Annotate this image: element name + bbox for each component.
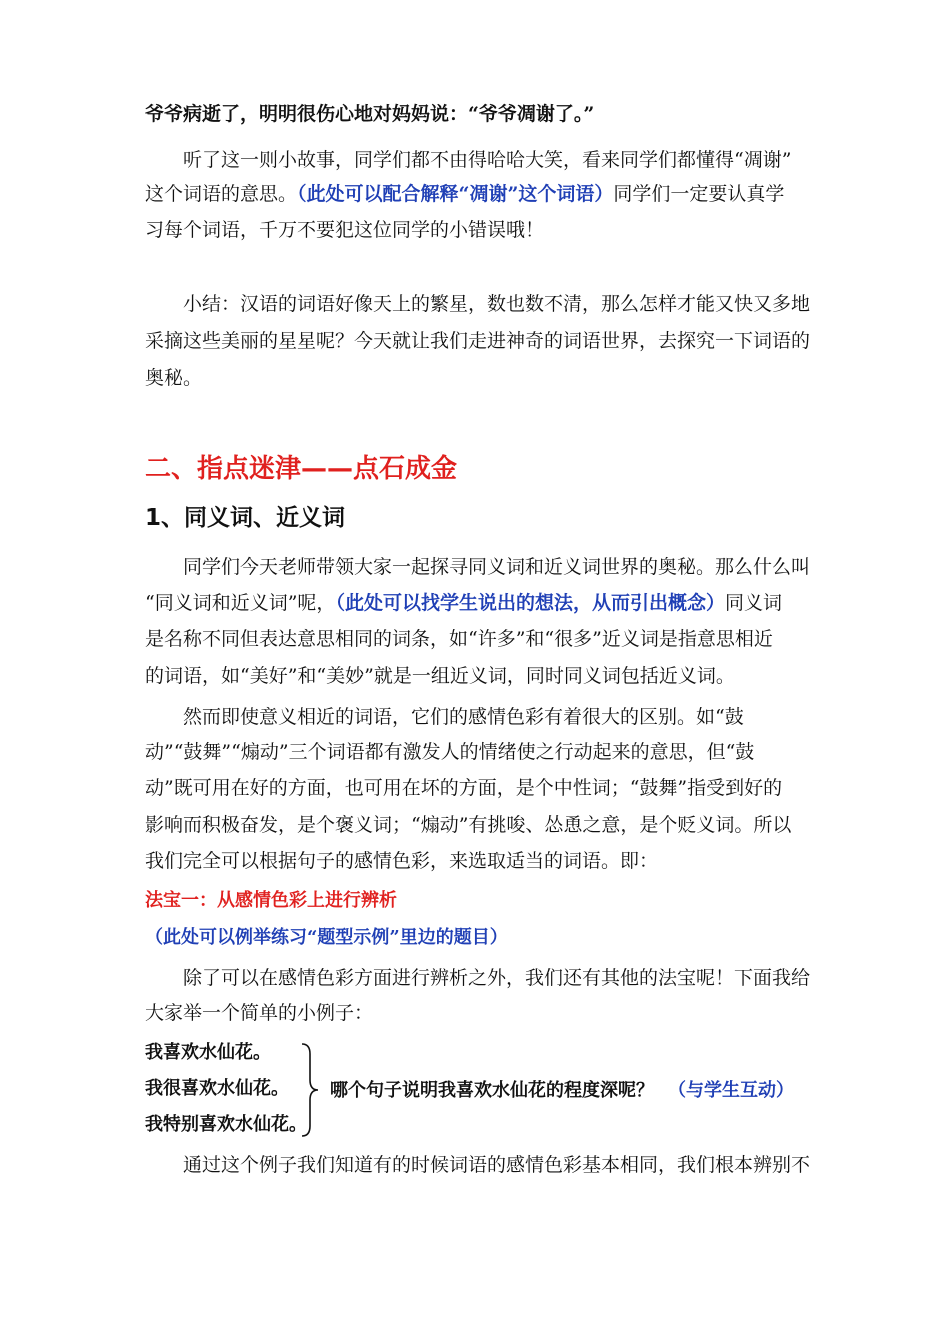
summary-line: 小结：汉语的词语好像天上的繁星，数也数不清，那么怎样才能又快又多地 [183, 293, 811, 315]
summary-line: 奥秘。 [145, 367, 203, 389]
story-ending: 爷爷病逝了，明明很伤心地对妈妈说：“爷爷凋谢了。” [145, 103, 595, 125]
paragraph-line: 动”既可用在好的方面，也可用在坏的方面，是个中性词；“鼓舞”指受到好的 [145, 777, 783, 799]
method-heading: 法宝一：从感情色彩上进行辨析 [145, 890, 397, 911]
paragraph-line: 通过这个例子我们知道有的时候词语的感情色彩基本相同，我们根本辨别不 [183, 1154, 811, 1176]
example-sentence: 我特别喜欢水仙花。 [145, 1114, 307, 1135]
teacher-note: （此处可以配合解释“凋谢”这个词语） [297, 183, 614, 205]
summary-line: 采摘这些美丽的星星呢？今天就让我们走进神奇的词语世界，去探究一下词语的 [145, 330, 811, 352]
paragraph-line: 同学们今天老师带领大家一起探寻同义词和近义词世界的奥秘。那么什么叫 [183, 556, 811, 578]
subsection-heading: 1、同义词、近义词 [145, 505, 346, 531]
paragraph-line: 动”“鼓舞”“煽动”三个词语都有激发人的情绪使之行动起来的意思，但“鼓 [145, 741, 755, 763]
question-text: 哪个句子说明我喜欢水仙花的程度深呢？ [330, 1080, 654, 1101]
example-sentence: 我很喜欢水仙花。 [145, 1078, 289, 1099]
text: 同义词 [724, 592, 782, 614]
text: “同义词和近义词”呢， [145, 592, 336, 614]
example-sentence: 我喜欢水仙花。 [145, 1042, 271, 1063]
example-question [330, 1077, 794, 1105]
teacher-note: （此处可以找学生说出的想法，从而引出概念） [335, 592, 725, 614]
story-paragraph-line: 听了这一则小故事，同学们都不由得哈哈大笑，看来同学们都懂得“凋谢” [183, 149, 792, 171]
section-heading: 二、指点迷津——点石成金 [145, 454, 458, 484]
paragraph-line: 我们完全可以根据句子的感情色彩，来选取适当的词语。即： [145, 850, 659, 872]
story-paragraph-line: 习每个词语，千万不要犯这位同学的小错误哦！ [145, 219, 545, 241]
teacher-note: （与学生互动） [668, 1080, 794, 1101]
paragraph-line: 影响而积极奋发，是个褒义词；“煽动”有挑唆、怂恿之意，是个贬义词。所以 [145, 814, 792, 836]
paragraph-line: 除了可以在感情色彩方面进行辨析之外，我们还有其他的法宝呢！下面我给 [183, 967, 811, 989]
paragraph-line: 大家举一个简单的小例子： [145, 1002, 374, 1024]
paragraph-line: 是名称不同但表达意思相同的词条，如“许多”和“很多”近义词是指意思相近 [145, 628, 773, 650]
teacher-note: （此处可以例举练习“题型示例”里边的题目） [145, 927, 508, 948]
paragraph-line [145, 589, 815, 617]
story-paragraph-line [145, 180, 815, 208]
text: 同学们一定要认真学 [613, 183, 785, 205]
text: 这个词语的意思。 [145, 183, 298, 205]
paragraph-line: 然而即使意义相近的词语，它们的感情色彩有着很大的区别。如“鼓 [183, 706, 744, 728]
curly-brace-icon [298, 1042, 322, 1138]
paragraph-line: 的词语，如“美好”和“美妙”就是一组近义词，同时同义词包括近义词。 [145, 665, 735, 687]
